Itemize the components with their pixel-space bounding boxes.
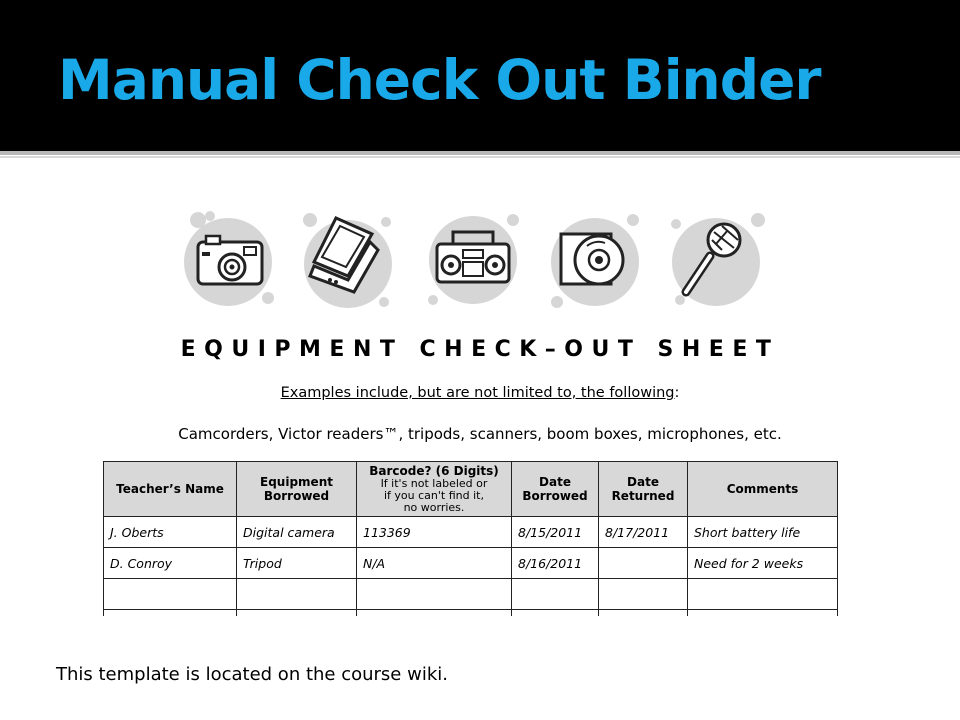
cell-equipment: Digital camera	[237, 517, 357, 548]
cell-date-returned	[599, 579, 688, 610]
cell-date-borrowed: 8/16/2011	[512, 548, 599, 579]
cell-barcode	[357, 610, 512, 617]
scanner-icon	[298, 210, 398, 310]
cell-date-borrowed	[512, 579, 599, 610]
cell-date-returned	[599, 548, 688, 579]
col-barcode	[357, 462, 512, 517]
equipment-icons	[178, 210, 768, 310]
cell-comments: Need for 2 weeks	[688, 548, 838, 579]
col-date-borrowed: Date Borrowed	[512, 462, 599, 517]
cell-teacher	[104, 610, 237, 617]
checkout-table	[103, 461, 838, 616]
items-list: Camcorders, Victor readers™, tripods, scanners, boom boxes, microphones, etc.	[178, 425, 782, 443]
col-date-returned: Date Returned	[599, 462, 688, 517]
cell-teacher: D. Conroy	[104, 548, 237, 579]
divider-thin	[0, 156, 960, 158]
table-row	[104, 610, 838, 617]
cell-comments	[688, 610, 838, 617]
cell-barcode: 113369	[357, 517, 512, 548]
barcode-note-3: no worries.	[403, 501, 465, 514]
barcode-note-1: If it's not labeled or	[380, 477, 488, 490]
boombox-icon	[423, 210, 523, 310]
microphone-icon	[666, 210, 766, 310]
examples-underlined: Examples include, but are not limited to, the following	[280, 385, 675, 401]
table-row	[104, 548, 838, 579]
col-barcode-label: Barcode? (6 Digits)	[369, 464, 499, 478]
cell-date-borrowed: 8/15/2011	[512, 517, 599, 548]
cell-comments: Short battery life	[688, 517, 838, 548]
table-row	[104, 579, 838, 610]
cell-barcode	[357, 579, 512, 610]
cell-teacher: J. Oberts	[104, 517, 237, 548]
footer-note: This template is located on the course wiki.	[56, 664, 448, 685]
barcode-note-2: if you can't find it,	[384, 489, 484, 502]
examples-colon: :	[674, 385, 680, 401]
cd-icon	[543, 210, 643, 310]
slide-title: Manual Check Out Binder	[58, 48, 821, 112]
col-teacher: Teacher’s Name	[104, 462, 237, 517]
cell-comments	[688, 579, 838, 610]
cell-date-returned	[599, 610, 688, 617]
cell-date-returned: 8/17/2011	[599, 517, 688, 548]
camera-icon	[178, 210, 278, 310]
table-row	[104, 517, 838, 548]
cell-equipment	[237, 610, 357, 617]
cell-equipment	[237, 579, 357, 610]
sheet-heading: EQUIPMENT CHECK–OUT SHEET	[180, 337, 780, 362]
title-bar	[0, 0, 960, 151]
cell-teacher	[104, 579, 237, 610]
col-equipment: Equipment Borrowed	[237, 462, 357, 517]
table-header-row	[104, 462, 838, 517]
examples-note	[0, 385, 960, 401]
cell-equipment: Tripod	[237, 548, 357, 579]
cell-date-borrowed	[512, 610, 599, 617]
col-comments: Comments	[688, 462, 838, 517]
cell-barcode: N/A	[357, 548, 512, 579]
divider	[0, 151, 960, 155]
